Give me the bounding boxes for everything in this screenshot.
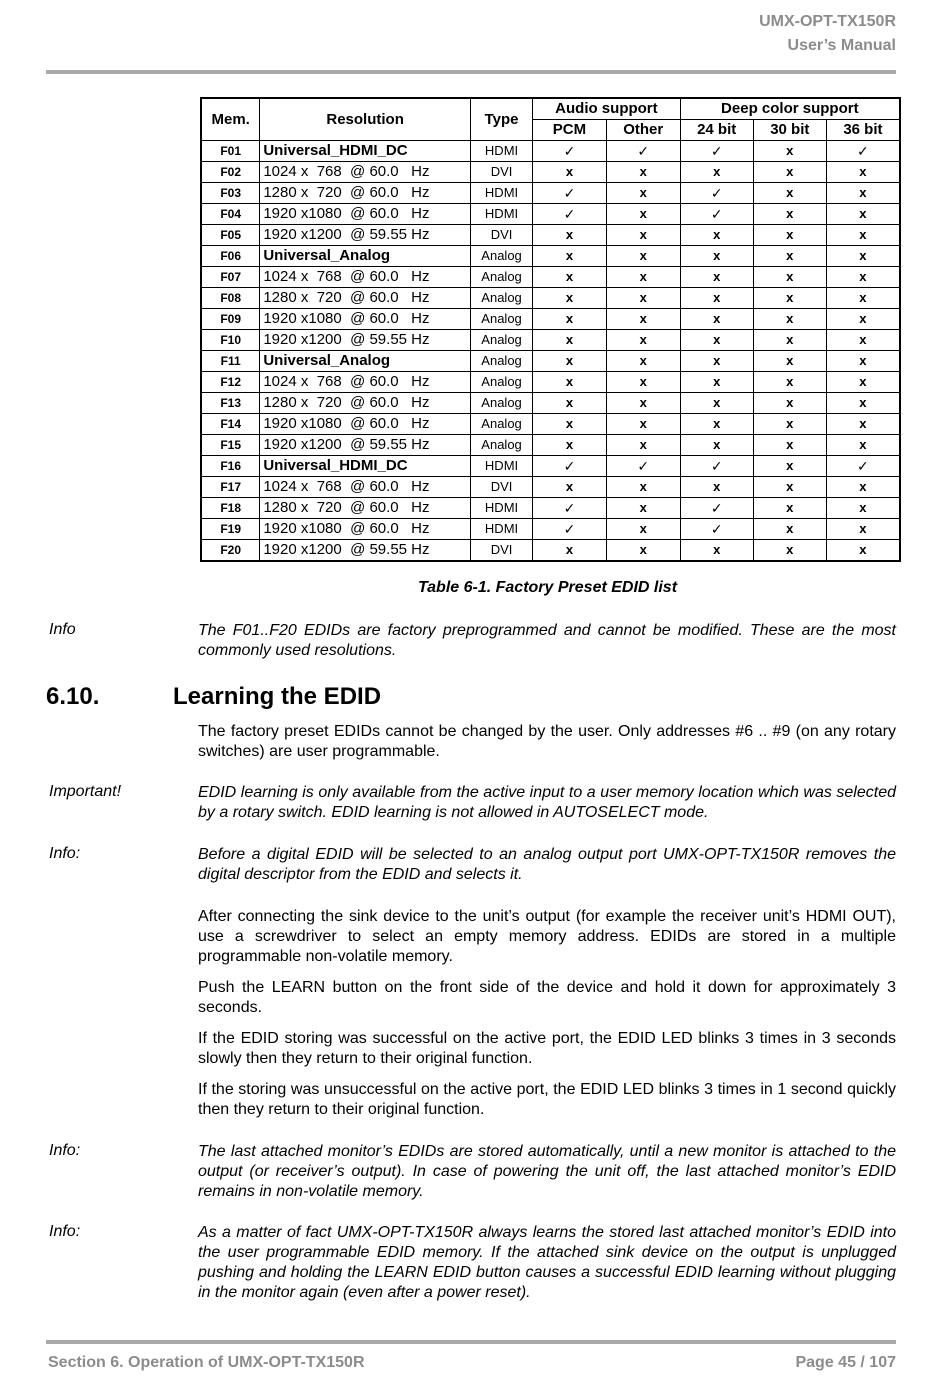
cell-resolution: Universal_HDMI_DC — [260, 456, 471, 477]
cell-type: Analog — [470, 267, 532, 288]
cell-mem: F07 — [201, 267, 260, 288]
cell-resolution: 1024 x 768 @ 60.0 Hz — [260, 162, 471, 183]
cell-resolution: 1920 x1200 @ 59.55 Hz — [260, 330, 471, 351]
col-type: Type — [470, 98, 532, 141]
cell-36bit: x — [826, 267, 900, 288]
cell-other: x — [606, 309, 680, 330]
cell-mem: F11 — [201, 351, 260, 372]
cell-mem: F06 — [201, 246, 260, 267]
paragraph: If the EDID storing was successful on the active port, the EDID LED blinks 3 times in 3 seconds slowly then they return to their original function. — [198, 1030, 896, 1067]
cell-mem: F17 — [201, 477, 260, 498]
table-row — [201, 519, 900, 540]
cell-type: HDMI — [470, 183, 532, 204]
cell-24bit: x — [680, 246, 753, 267]
cell-resolution: 1920 x1080 @ 60.0 Hz — [260, 414, 471, 435]
info-text: Before a digital EDID will be selected to an analog output port UMX-OPT-TX150R removes the digital descriptor from the EDID and selects it. — [198, 846, 896, 883]
cell-resolution: 1024 x 768 @ 60.0 Hz — [260, 267, 471, 288]
cell-mem: F01 — [201, 141, 260, 162]
cell-30bit: x — [753, 351, 826, 372]
table-row — [201, 225, 900, 246]
cell-36bit: ✓ — [826, 456, 900, 477]
cell-resolution: 1280 x 720 @ 60.0 Hz — [260, 393, 471, 414]
cell-pcm: x — [533, 435, 607, 456]
cell-mem: F09 — [201, 309, 260, 330]
cell-type: HDMI — [470, 204, 532, 225]
cell-24bit: x — [680, 309, 753, 330]
cell-30bit: x — [753, 519, 826, 540]
table-row — [201, 435, 900, 456]
cell-30bit: x — [753, 372, 826, 393]
cell-30bit: x — [753, 162, 826, 183]
cell-pcm: x — [533, 162, 607, 183]
col-audio-support: Audio support — [533, 98, 680, 120]
info-label: Info: — [49, 845, 81, 862]
cell-type: DVI — [470, 225, 532, 246]
cell-24bit: x — [680, 414, 753, 435]
cell-36bit: x — [826, 414, 900, 435]
table-row — [201, 309, 900, 330]
cell-30bit: x — [753, 267, 826, 288]
cell-other: x — [606, 288, 680, 309]
info-text: The F01..F20 EDIDs are factory preprogrammed and cannot be modified. These are the most commonly used resolutions. — [198, 622, 896, 659]
cell-other: x — [606, 204, 680, 225]
cell-resolution: 1920 x1200 @ 59.55 Hz — [260, 540, 471, 562]
cell-type: Analog — [470, 330, 532, 351]
cell-24bit: ✓ — [680, 141, 753, 162]
cell-type: HDMI — [470, 498, 532, 519]
col-other: Other — [606, 120, 680, 141]
cell-30bit: x — [753, 498, 826, 519]
cell-pcm: ✓ — [533, 183, 607, 204]
cell-resolution: 1920 x1200 @ 59.55 Hz — [260, 225, 471, 246]
table-row — [201, 540, 900, 562]
table-row — [201, 498, 900, 519]
header-product: UMX-OPT-TX150R — [759, 13, 896, 30]
col-30bit: 30 bit — [753, 120, 826, 141]
cell-30bit: x — [753, 141, 826, 162]
important-label: Important! — [49, 783, 122, 800]
cell-resolution: Universal_HDMI_DC — [260, 141, 471, 162]
cell-other: x — [606, 498, 680, 519]
cell-30bit: x — [753, 246, 826, 267]
cell-mem: F02 — [201, 162, 260, 183]
cell-36bit: x — [826, 372, 900, 393]
cell-pcm: x — [533, 540, 607, 562]
cell-resolution: 1280 x 720 @ 60.0 Hz — [260, 183, 471, 204]
cell-24bit: x — [680, 330, 753, 351]
cell-24bit: ✓ — [680, 204, 753, 225]
section-number: 6.10. — [46, 683, 100, 710]
cell-other: x — [606, 267, 680, 288]
cell-other: x — [606, 435, 680, 456]
cell-30bit: x — [753, 540, 826, 562]
cell-mem: F16 — [201, 456, 260, 477]
table-row — [201, 141, 900, 162]
cell-other: x — [606, 351, 680, 372]
cell-resolution: 1280 x 720 @ 60.0 Hz — [260, 288, 471, 309]
cell-other: x — [606, 162, 680, 183]
col-mem: Mem. — [201, 98, 260, 141]
cell-30bit: x — [753, 330, 826, 351]
cell-36bit: x — [826, 225, 900, 246]
cell-other: x — [606, 477, 680, 498]
edid-table-body — [201, 141, 900, 562]
info-text: As a matter of fact UMX-OPT-TX150R always learns the stored last attached monitor’s EDID into the user programmable EDID memory. If the attached sink device on the output is unplugged pushing and holding the LEARN EDID button causes a successful EDID learning without plugging in the monitor again (even after a power reset). — [198, 1224, 896, 1301]
cell-resolution: 1280 x 720 @ 60.0 Hz — [260, 498, 471, 519]
cell-30bit: x — [753, 456, 826, 477]
cell-resolution: 1920 x1080 @ 60.0 Hz — [260, 204, 471, 225]
table-caption: Table 6-1. Factory Preset EDID list — [417, 579, 678, 596]
cell-30bit: x — [753, 477, 826, 498]
cell-36bit: x — [826, 435, 900, 456]
cell-mem: F13 — [201, 393, 260, 414]
table-row — [201, 330, 900, 351]
col-24bit: 24 bit — [680, 120, 753, 141]
paragraph: If the storing was unsuccessful on the active port, the EDID LED blinks 3 times in 1 second quickly then they return to their original function. — [198, 1081, 896, 1118]
cell-30bit: x — [753, 204, 826, 225]
cell-mem: F05 — [201, 225, 260, 246]
cell-resolution: Universal_Analog — [260, 351, 471, 372]
cell-36bit: x — [826, 477, 900, 498]
cell-36bit: x — [826, 519, 900, 540]
cell-24bit: ✓ — [680, 183, 753, 204]
cell-mem: F14 — [201, 414, 260, 435]
section-intro: The factory preset EDIDs cannot be changed by the user. Only addresses #6 .. #9 (on any rotary switches) are user programmable. — [198, 723, 896, 760]
cell-pcm: x — [533, 225, 607, 246]
cell-mem: F04 — [201, 204, 260, 225]
cell-mem: F18 — [201, 498, 260, 519]
cell-type: Analog — [470, 372, 532, 393]
page-header — [759, 10, 896, 58]
important-text: EDID learning is only available from the active input to a user memory location which was selected by a rotary switch. EDID learning is not allowed in AUTOSELECT mode. — [198, 784, 896, 821]
paragraph: After connecting the sink device to the unit’s output (for example the receiver unit’s HDMI OUT), use a screwdriver to select an empty memory address. EDIDs are stored in a multiple programmable non-volatile memory. — [198, 908, 896, 965]
cell-resolution: 1920 x1200 @ 59.55 Hz — [260, 435, 471, 456]
col-36bit: 36 bit — [826, 120, 900, 141]
table-row — [201, 288, 900, 309]
cell-other: x — [606, 225, 680, 246]
cell-pcm: ✓ — [533, 141, 607, 162]
cell-30bit: x — [753, 309, 826, 330]
cell-other: x — [606, 330, 680, 351]
cell-36bit: x — [826, 204, 900, 225]
cell-pcm: ✓ — [533, 456, 607, 477]
cell-30bit: x — [753, 288, 826, 309]
cell-30bit: x — [753, 435, 826, 456]
cell-36bit: x — [826, 246, 900, 267]
cell-36bit: x — [826, 183, 900, 204]
cell-36bit: x — [826, 540, 900, 562]
cell-type: HDMI — [470, 141, 532, 162]
table-row — [201, 414, 900, 435]
cell-24bit: x — [680, 267, 753, 288]
table-row — [201, 267, 900, 288]
section-title: Learning the EDID — [173, 683, 382, 710]
cell-mem: F10 — [201, 330, 260, 351]
col-pcm: PCM — [533, 120, 607, 141]
cell-other: ✓ — [606, 141, 680, 162]
cell-mem: F20 — [201, 540, 260, 562]
cell-36bit: x — [826, 162, 900, 183]
table-row — [201, 393, 900, 414]
cell-24bit: x — [680, 372, 753, 393]
cell-other: x — [606, 183, 680, 204]
cell-pcm: ✓ — [533, 519, 607, 540]
cell-24bit: x — [680, 351, 753, 372]
cell-pcm: ✓ — [533, 204, 607, 225]
footer-page-number: Page 45 / 107 — [795, 1354, 896, 1371]
table-row — [201, 162, 900, 183]
cell-resolution: 1024 x 768 @ 60.0 Hz — [260, 372, 471, 393]
table-row — [201, 351, 900, 372]
cell-type: Analog — [470, 288, 532, 309]
table-row — [201, 372, 900, 393]
cell-pcm: x — [533, 372, 607, 393]
cell-type: Analog — [470, 246, 532, 267]
cell-pcm: x — [533, 246, 607, 267]
cell-24bit: x — [680, 288, 753, 309]
cell-24bit: ✓ — [680, 519, 753, 540]
cell-resolution: Universal_Analog — [260, 246, 471, 267]
table-row — [201, 456, 900, 477]
cell-pcm: x — [533, 477, 607, 498]
cell-other: x — [606, 372, 680, 393]
cell-pcm: x — [533, 288, 607, 309]
cell-24bit: x — [680, 435, 753, 456]
cell-24bit: x — [680, 540, 753, 562]
cell-other: x — [606, 519, 680, 540]
cell-type: Analog — [470, 309, 532, 330]
cell-36bit: x — [826, 309, 900, 330]
cell-36bit: x — [826, 393, 900, 414]
cell-resolution: 1920 x1080 @ 60.0 Hz — [260, 519, 471, 540]
cell-other: x — [606, 246, 680, 267]
cell-mem: F12 — [201, 372, 260, 393]
table-row — [201, 183, 900, 204]
info-label: Info — [49, 621, 76, 638]
header-manual: User’s Manual — [787, 37, 896, 54]
cell-36bit: x — [826, 330, 900, 351]
cell-type: Analog — [470, 414, 532, 435]
cell-24bit: ✓ — [680, 498, 753, 519]
cell-24bit: x — [680, 225, 753, 246]
cell-type: HDMI — [470, 456, 532, 477]
cell-mem: F08 — [201, 288, 260, 309]
cell-pcm: x — [533, 351, 607, 372]
cell-resolution: 1920 x1080 @ 60.0 Hz — [260, 309, 471, 330]
cell-pcm: x — [533, 393, 607, 414]
cell-pcm: ✓ — [533, 498, 607, 519]
col-resolution: Resolution — [260, 98, 471, 141]
cell-24bit: x — [680, 162, 753, 183]
cell-other: x — [606, 393, 680, 414]
info-label: Info: — [49, 1142, 81, 1159]
cell-other: ✓ — [606, 456, 680, 477]
cell-pcm: x — [533, 330, 607, 351]
col-deep-color: Deep color support — [680, 98, 900, 120]
cell-type: HDMI — [470, 519, 532, 540]
cell-mem: F19 — [201, 519, 260, 540]
cell-30bit: x — [753, 183, 826, 204]
cell-30bit: x — [753, 225, 826, 246]
cell-pcm: x — [533, 267, 607, 288]
cell-type: DVI — [470, 477, 532, 498]
cell-30bit: x — [753, 393, 826, 414]
cell-36bit: x — [826, 351, 900, 372]
cell-30bit: x — [753, 414, 826, 435]
cell-24bit: x — [680, 393, 753, 414]
footer-divider — [46, 1340, 896, 1344]
table-row — [201, 204, 900, 225]
table-row — [201, 477, 900, 498]
cell-pcm: x — [533, 414, 607, 435]
info-text: The last attached monitor’s EDIDs are stored automatically, until a new monitor is attached to the output (or receiver’s output). In case of powering the unit off, the last attached monitor’s EDID remains in non-volatile memory. — [198, 1143, 896, 1200]
cell-24bit: x — [680, 477, 753, 498]
cell-mem: F15 — [201, 435, 260, 456]
edid-table — [200, 97, 901, 562]
cell-other: x — [606, 540, 680, 562]
cell-resolution: 1024 x 768 @ 60.0 Hz — [260, 477, 471, 498]
cell-pcm: x — [533, 309, 607, 330]
header-divider — [46, 70, 896, 74]
cell-36bit: x — [826, 288, 900, 309]
cell-type: Analog — [470, 435, 532, 456]
cell-type: Analog — [470, 393, 532, 414]
footer-section: Section 6. Operation of UMX-OPT-TX150R — [48, 1354, 365, 1371]
cell-mem: F03 — [201, 183, 260, 204]
cell-36bit: ✓ — [826, 141, 900, 162]
cell-other: x — [606, 414, 680, 435]
info-label: Info: — [49, 1223, 81, 1240]
cell-type: Analog — [470, 351, 532, 372]
table-row — [201, 246, 900, 267]
paragraph: Push the LEARN button on the front side of the device and hold it down for approximately 3 seconds. — [198, 979, 896, 1016]
cell-type: DVI — [470, 540, 532, 562]
cell-type: DVI — [470, 162, 532, 183]
cell-36bit: x — [826, 498, 900, 519]
cell-24bit: ✓ — [680, 456, 753, 477]
